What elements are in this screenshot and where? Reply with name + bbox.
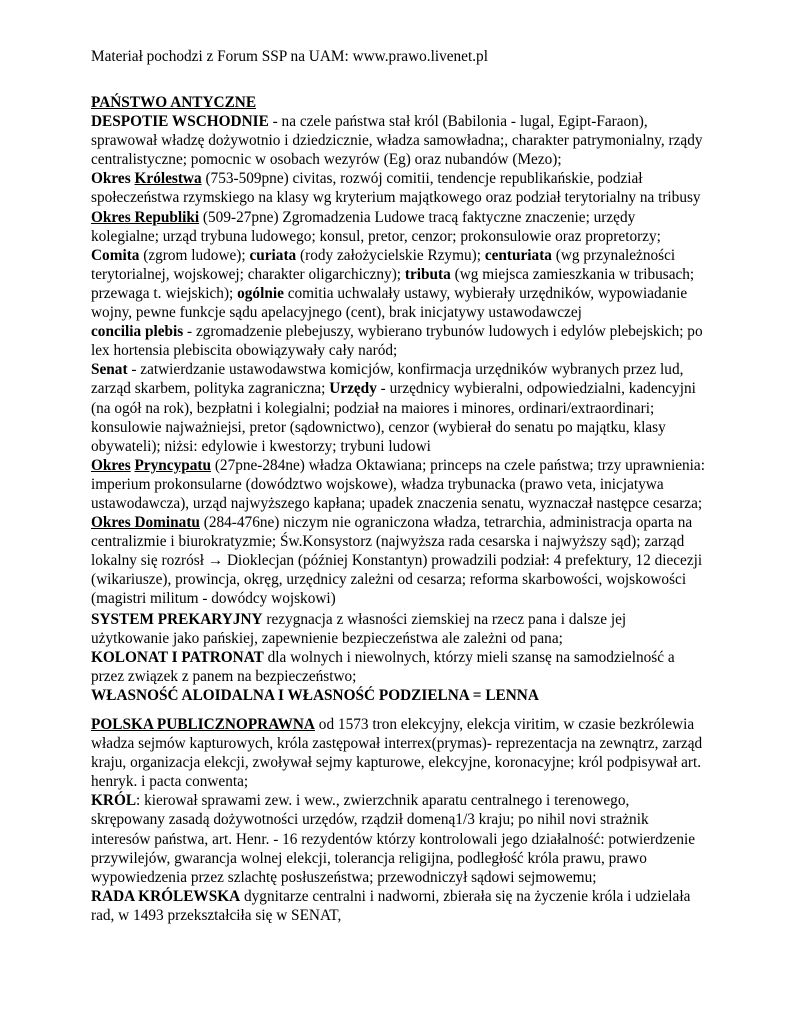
text-line — [91, 379, 731, 398]
text-run: SYSTEM PREKARYJNY — [91, 611, 263, 628]
text-line — [91, 188, 731, 207]
text-line — [91, 791, 731, 810]
text-run: Okres Dominatu — [91, 514, 200, 532]
text-run: RADA KRÓLEWSKA — [91, 887, 241, 905]
text-run: (509-27pne) Zgromadzenia Ludowe tracą faktyczne znaczenie; urzędy — [199, 208, 636, 226]
text-run: (wg przynależności — [551, 246, 676, 264]
text-run: od 1573 tron elekcyjny, elekcja viritim, w czasie bezkrólewia — [314, 716, 695, 733]
text-line — [91, 399, 731, 418]
text-run: Okres Republiki — [91, 208, 200, 226]
text-line — [91, 437, 731, 456]
text-run: Urzędy — [329, 380, 377, 398]
text-run: imperium prokonsularne (dowództwo wojskowe), władza trybunacka (prawo veta, inicjatywa — [91, 475, 664, 493]
text-line — [91, 906, 731, 925]
section-polish-public-law — [91, 715, 731, 925]
text-run: POLSKA PUBLICZNOPRAWNA — [91, 716, 315, 733]
text-run: ogólnie — [237, 284, 284, 302]
text-run: Królestwa — [134, 170, 202, 188]
text-run: użytkowanie jako pańskiej, zapewnienie bezpieczeństwa ale zależni od pana; — [91, 630, 563, 648]
text-run: - urzędnicy wybieralni, odpowiedzialni, kadencyjni — [376, 380, 696, 398]
text-line — [91, 169, 731, 188]
text-run: Senat — [91, 361, 128, 379]
text-run: centuriata — [484, 246, 552, 264]
text-run: concilia plebis — [91, 323, 184, 341]
text-run: wypowiedzenia przez szlachtę posłuszeństwa; przewodniczył sądowi sejmowemu; — [91, 868, 597, 886]
text-line — [91, 227, 731, 246]
text-run: curiata — [249, 246, 297, 264]
text-run: KRÓL — [91, 792, 137, 810]
text-run: Okres — [91, 170, 135, 188]
text-run: Okres — [91, 456, 131, 474]
text-run: przywilejów, gwarancja wolnej elekcji, tolerancja religijna, podległość króla prawu, prawo — [91, 849, 647, 867]
text-line — [91, 112, 731, 131]
text-line — [91, 418, 731, 437]
text-run: społeczeństwa rzymskiego na klasy wg kryterium majątkowego oraz podział terytorialny na tribusy — [91, 189, 701, 207]
text-line — [91, 648, 731, 667]
section-precarious-system — [91, 610, 731, 705]
text-run: centralizmie i biurokratyzmie; Św.Konsystorz (najwyższa rada cesarska i najwyższy sąd); zarząd — [91, 533, 685, 551]
text-run: (magistri militum - dowódcy wojskowi) — [91, 590, 336, 608]
text-line — [91, 830, 731, 849]
text-line — [91, 734, 731, 753]
text-line — [91, 868, 731, 887]
text-run: Dioklecjan (później Konstantyn) prowadzili podział: 4 prefektury, 12 diecezji — [223, 552, 703, 570]
page-header: Materiał pochodzi z Forum SSP na UAM: www.prawo.livenet.pl — [91, 48, 488, 65]
text-line — [91, 303, 731, 322]
text-run: DESPOTIE WSCHODNIE — [91, 113, 269, 131]
text-run: (27pne-284ne) władza Oktawiana; princeps na czele państwa; trzy uprawnienia: — [211, 456, 705, 474]
text-line — [91, 360, 731, 379]
text-run: kraju, organizacja elekcji, zwoływał sejmy kapturowe, elekcyjne, koronacyjne; król podpisywał art. — [91, 754, 702, 772]
text-line — [91, 131, 731, 150]
text-run: comitia uchwalały ustawy, wybierały urzędników, wypowiadanie — [283, 284, 688, 302]
text-line — [91, 246, 731, 265]
text-line — [91, 513, 731, 532]
text-line — [91, 150, 731, 169]
text-run: terytorialnej, wojskowej; charakter oligarchiczny); — [91, 265, 405, 283]
text-line — [91, 284, 731, 303]
text-line — [91, 589, 731, 608]
text-run: Pryncypatu — [134, 456, 211, 474]
text-line — [91, 570, 731, 589]
text-run: lex hortensia plebiscita obowiązywały cały naród; — [91, 342, 398, 360]
text-line — [91, 475, 731, 494]
text-run: PAŃSTWO ANTYCZNE — [91, 94, 257, 111]
text-run: (wg miejsca zamieszkania w tribusach; — [450, 265, 695, 283]
text-run: - zgromadzenie plebejuszy, wybierano trybunów ludowych i edylów plebejskich; po — [183, 323, 703, 341]
text-run: (rody założycielskie Rzymu); — [296, 246, 485, 264]
text-run: - na czele państwa stał król (Babilonia - lugal, Egipt-Faraon), — [268, 113, 648, 131]
text-run: kolegialne; urząd trybuna ludowego; konsul, pretor, cenzor; prokonsulowie oraz propretorzy; — [91, 227, 661, 245]
text-line — [91, 715, 731, 734]
text-run: zarząd skarbem, polityka zagraniczna; — [91, 380, 330, 398]
text-line — [91, 849, 731, 868]
text-run: rezygnacja z własności ziemskiej na rzecz pana i dalsze jej — [262, 611, 627, 628]
text-run: dla wolnych i niewolnych, którzy mieli szansę na samodzielność a — [263, 649, 675, 667]
text-line — [91, 667, 731, 686]
text-line — [91, 753, 731, 772]
text-run: (zgrom ludowe); — [139, 246, 250, 264]
section-ancient-state — [91, 93, 731, 609]
text-line — [91, 772, 731, 791]
text-run: konsulowie najważniejsi, pretor (sądownictwo), cenzor (wybierał do senatu po majątku, klasy — [91, 418, 666, 436]
text-run: WŁASNOŚĆ ALOIDALNA I WŁASNOŚĆ PODZIELNA = LENNA — [91, 687, 539, 705]
text-run: (wikariusze), prowincja, okręg, urzędnicy zależni od cesarza; reforma skarbowości, wojskowości — [91, 571, 687, 589]
text-run: skrępowany zasadą dożywotności urzędów, rządził domeną1/3 kraju; po nihil novi strażnik — [91, 811, 649, 829]
text-line — [91, 322, 731, 341]
text-line — [91, 610, 731, 629]
text-line — [91, 887, 731, 906]
text-line — [91, 629, 731, 648]
text-run: władza sejmów kapturowych, króla zastępował interrex(prymas)- reprezentacja na zewnątrz, zarząd — [91, 735, 703, 753]
text-run: → — [207, 552, 224, 570]
text-run: interesów państwa, art. Henr. - 16 rezydentów którzy kontrolowali jego działalność: potwierdzenie — [91, 830, 696, 848]
text-run: : kierował sprawami zew. i wew., zwierzchnik aparatu centralnego i terenowego, — [136, 792, 630, 810]
text-run: centralistyczne; pomocnic w osobach wezyrów (Eg) oraz nubandów (Mezo); — [91, 151, 562, 169]
text-run: KOLONAT I PATRONAT — [91, 649, 264, 667]
text-run: sprawował władzę dożywotnio i dziedzicznie, władza samowładna;, charakter patrymonialny, rządy — [91, 132, 703, 150]
text-line — [91, 265, 731, 284]
text-line — [91, 551, 731, 570]
text-run: Comita — [91, 246, 140, 264]
text-run: przewaga t. wiejskich); — [91, 284, 238, 302]
text-run: (284-476ne) niczym nie ograniczona władza, tetrarchia, administracja oparta na — [199, 514, 693, 532]
text-run: dygnitarze centralni i nadworni, zbierała się na życzenie króla i udzielała — [240, 887, 691, 905]
text-run: rad, w 1493 przekształciła się w SENAT, — [91, 906, 342, 924]
text-run: wojny, pewne funkcje sądu apelacyjnego (cent), brak inicjatywy ustawodawczej — [91, 304, 582, 322]
text-run: obywateli); niżsi: edylowie i kwestorzy; trybuni ludowi — [91, 437, 431, 455]
text-line — [91, 686, 731, 705]
text-run: lokalny się rozrósł — [91, 552, 208, 570]
text-run: - zatwierdzanie ustawodawstwa komicjów, konfirmacja urzędników wybranych przez lud, — [127, 361, 684, 379]
text-run: (753-509pne) civitas, rozwój comitii, tendencje republikańskie, podział — [201, 170, 643, 188]
text-line — [91, 456, 731, 475]
text-line — [91, 532, 731, 551]
text-run: przez związek z panem na bezpieczeństwo; — [91, 668, 357, 686]
text-run: (na ogół na rok), bezpłatni i kolegialni; podział na maiores i minores, ordinari/extraordinari; — [91, 399, 655, 417]
text-line — [91, 93, 731, 112]
text-run: tributa — [404, 265, 451, 283]
text-line — [91, 494, 731, 513]
text-line — [91, 208, 731, 227]
text-line — [91, 810, 731, 829]
text-line — [91, 341, 731, 360]
text-run: henryk. i pacta conwenta; — [91, 773, 249, 791]
text-run: ustawodawcza), urząd najwyższego kapłana; upadek znaczenia senatu, wyznaczał następce cesarza; — [91, 494, 703, 512]
